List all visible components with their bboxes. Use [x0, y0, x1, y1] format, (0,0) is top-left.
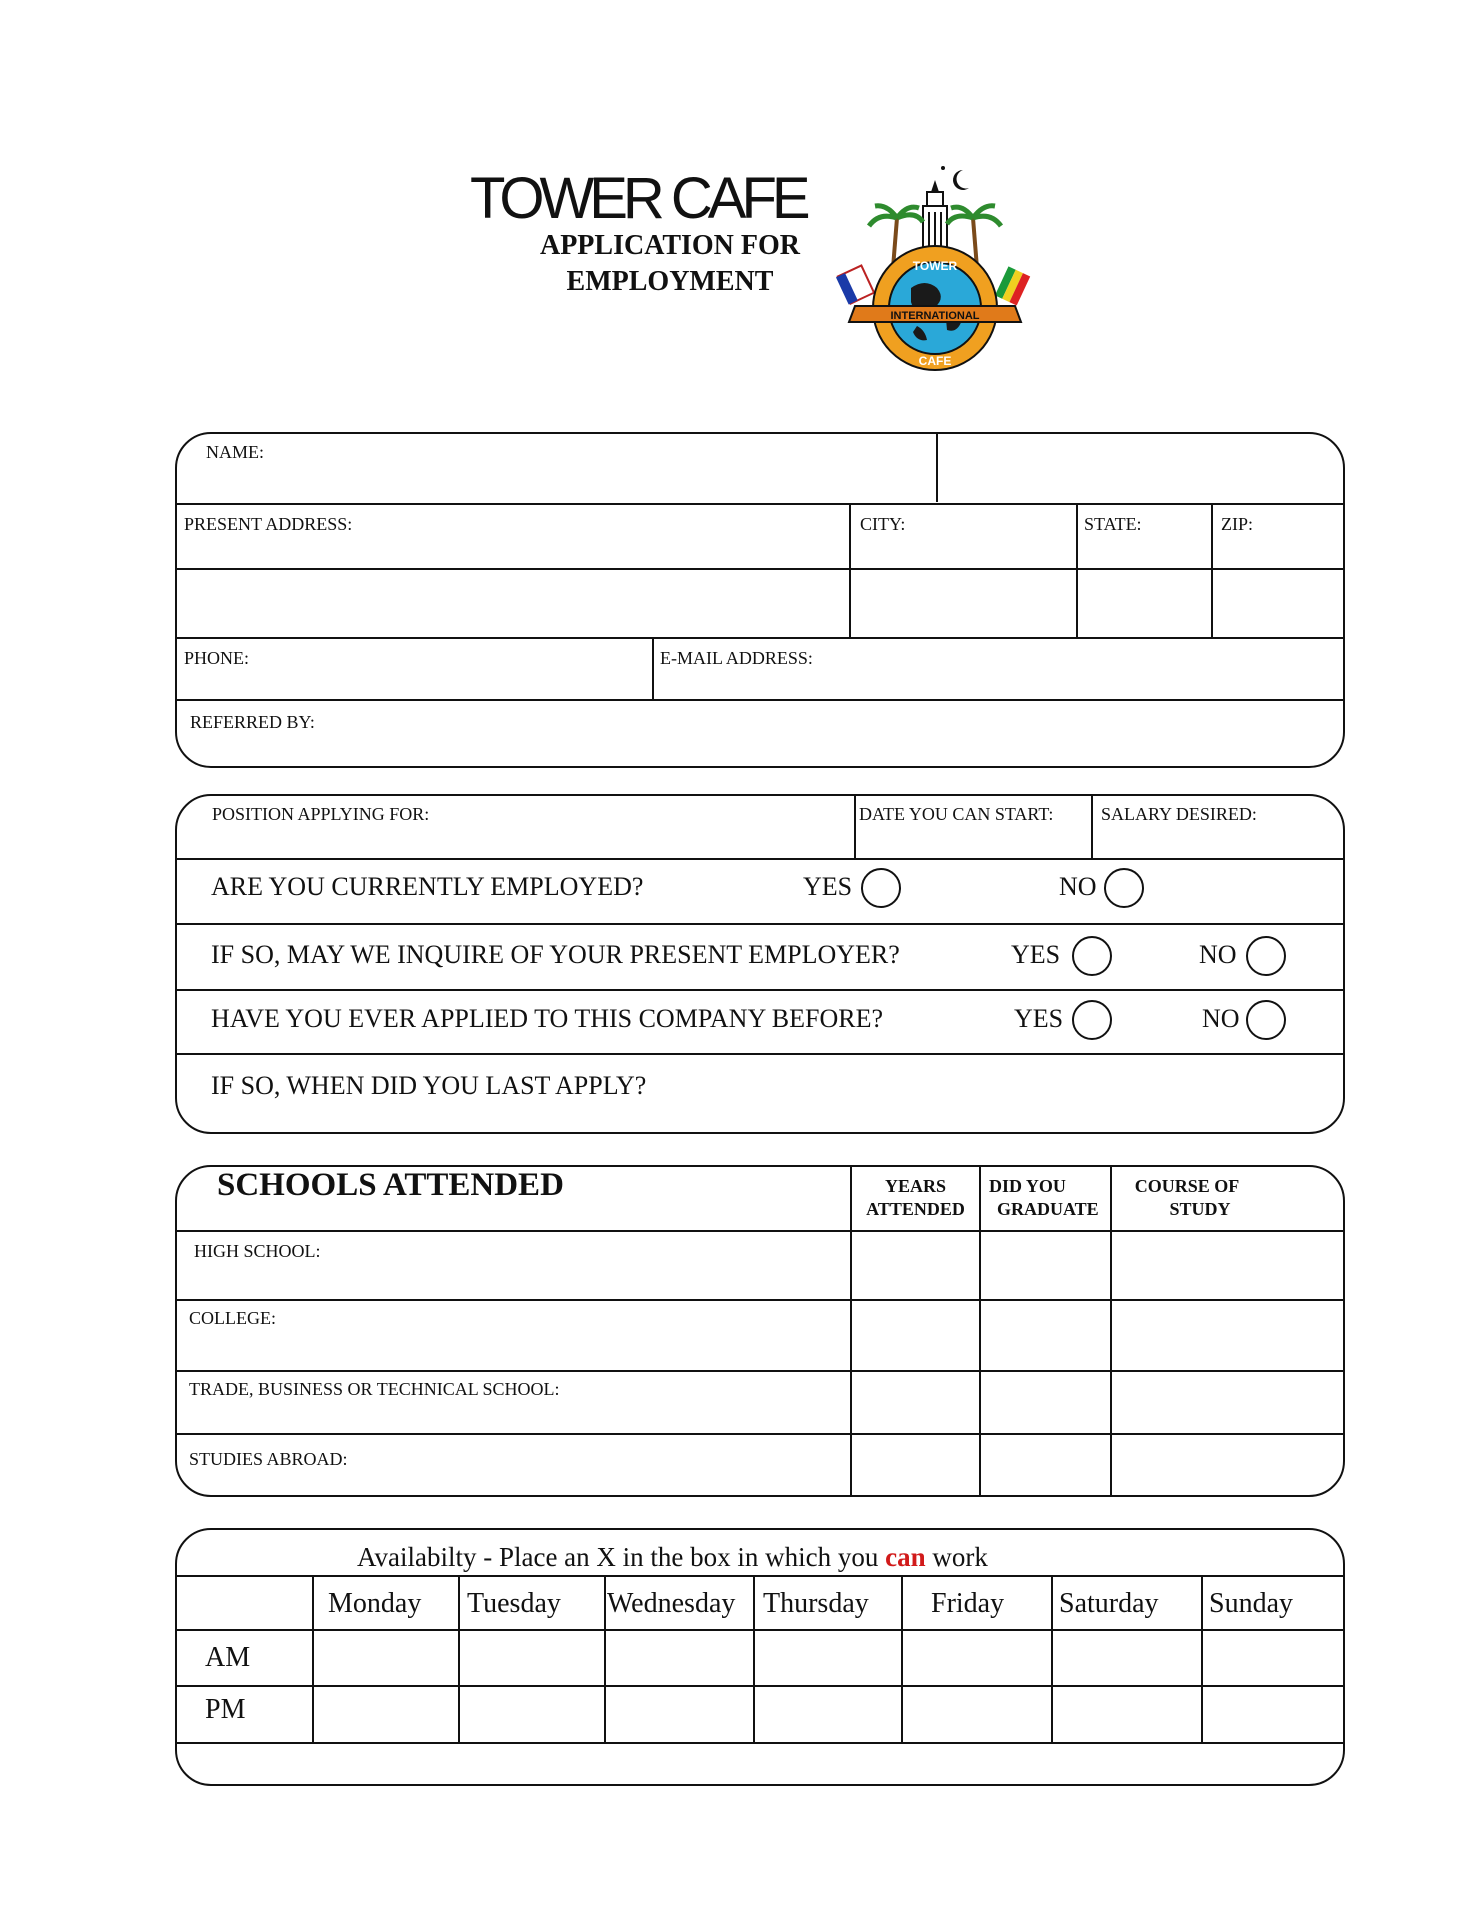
currently-employed-yes-radio[interactable]	[861, 868, 901, 908]
present-address-label: PRESENT ADDRESS:	[184, 514, 353, 534]
question-applied-before: HAVE YOU EVER APPLIED TO THIS COMPANY BEFORE?	[211, 1004, 883, 1033]
day-saturday: Saturday	[1059, 1588, 1159, 1619]
zip-field[interactable]	[1214, 570, 1344, 636]
pm-label: PM	[205, 1694, 246, 1725]
course-of-study-header: COURSE OF STUDY	[1134, 1176, 1240, 1219]
pm-monday-box[interactable]	[315, 1688, 456, 1740]
question-inquire-employer: IF SO, MAY WE INQUIRE OF YOUR PRESENT EMPLOYER?	[211, 940, 900, 969]
zip-label: ZIP:	[1221, 514, 1254, 534]
schools-section	[175, 1165, 1345, 1497]
applied-before-yes-radio[interactable]	[1072, 1000, 1112, 1040]
pm-tuesday-box[interactable]	[461, 1688, 602, 1740]
am-label: AM	[205, 1642, 251, 1673]
phone-label: PHONE:	[184, 648, 250, 668]
did-you-graduate-header: DID YOU GRADUATE	[989, 1176, 1099, 1219]
pm-friday-box[interactable]	[904, 1688, 1049, 1740]
studies-abroad-field[interactable]	[177, 1436, 848, 1496]
am-wednesday-box[interactable]	[607, 1632, 751, 1683]
schools-title: SCHOOLS ATTENDED	[217, 1167, 564, 1203]
day-friday: Friday	[931, 1588, 1005, 1619]
form-header	[0, 0, 1484, 400]
svg-text:CAFE: CAFE	[918, 354, 952, 368]
day-sunday: Sunday	[1209, 1588, 1293, 1619]
high-school-label: HIGH SCHOOL:	[194, 1241, 321, 1261]
am-sunday-box[interactable]	[1204, 1632, 1342, 1683]
college-field[interactable]	[177, 1302, 848, 1370]
state-field[interactable]	[1079, 570, 1209, 636]
currently-employed-no-radio[interactable]	[1104, 868, 1144, 908]
referred-by-label: REFERRED BY:	[190, 712, 315, 732]
tower-cafe-logo	[835, 158, 1035, 390]
inquire-employer-yes-radio[interactable]	[1072, 936, 1112, 976]
am-monday-box[interactable]	[315, 1632, 456, 1683]
yes-label: YES	[1014, 1004, 1064, 1033]
personal-info-section	[175, 432, 1345, 768]
high-school-field[interactable]	[177, 1233, 848, 1297]
last-apply-field[interactable]	[797, 1058, 1337, 1118]
name-field[interactable]	[177, 434, 934, 502]
start-date-field[interactable]	[857, 796, 1089, 856]
am-friday-box[interactable]	[904, 1632, 1049, 1683]
availability-title: Availabilty - Place an X in the box in which you can work	[357, 1542, 988, 1572]
no-label: NO	[1059, 872, 1097, 901]
city-field[interactable]	[852, 570, 1074, 636]
position-label: POSITION APPLYING FOR:	[212, 804, 430, 824]
form-title	[520, 228, 820, 300]
state-label: STATE:	[1084, 514, 1142, 534]
pm-wednesday-box[interactable]	[607, 1688, 751, 1740]
am-thursday-box[interactable]	[756, 1632, 899, 1683]
salary-field[interactable]	[1094, 796, 1344, 856]
day-tuesday: Tuesday	[467, 1588, 561, 1619]
referred-by-field[interactable]	[177, 701, 1345, 767]
studies-abroad-label: STUDIES ABROAD:	[189, 1449, 348, 1469]
no-label: NO	[1202, 1004, 1240, 1033]
pm-sunday-box[interactable]	[1204, 1688, 1342, 1740]
start-date-label: DATE YOU CAN START:	[859, 804, 1054, 824]
city-label: CITY:	[860, 514, 906, 534]
position-field[interactable]	[177, 796, 852, 856]
trade-school-field[interactable]	[177, 1373, 848, 1433]
svg-text:INTERNATIONAL: INTERNATIONAL	[890, 310, 980, 322]
phone-field[interactable]	[177, 639, 650, 697]
form-title-line-2: EMPLOYMENT	[566, 266, 774, 297]
question-last-apply: IF SO, WHEN DID YOU LAST APPLY?	[211, 1071, 647, 1100]
applied-before-no-radio[interactable]	[1246, 1000, 1286, 1040]
trade-school-label: TRADE, BUSINESS OR TECHNICAL SCHOOL:	[189, 1379, 560, 1399]
yes-label: YES	[803, 872, 853, 901]
am-saturday-box[interactable]	[1054, 1632, 1199, 1683]
company-name: TOWER CAFE	[470, 166, 806, 231]
yes-label: YES	[1011, 940, 1061, 969]
pm-thursday-box[interactable]	[756, 1688, 899, 1740]
years-attended-header: YEARS ATTENDED	[866, 1176, 965, 1219]
college-label: COLLEGE:	[189, 1308, 276, 1328]
question-currently-employed: ARE YOU CURRENTLY EMPLOYED?	[211, 872, 644, 901]
name-label: NAME:	[206, 442, 264, 462]
pm-saturday-box[interactable]	[1054, 1688, 1199, 1740]
day-wednesday: Wednesday	[607, 1588, 736, 1619]
day-monday: Monday	[328, 1588, 422, 1619]
form-title-line-1: APPLICATION FOR	[539, 230, 801, 261]
can-emphasis: can	[885, 1542, 926, 1572]
availability-section	[175, 1528, 1345, 1786]
email-field[interactable]	[655, 639, 1345, 697]
am-tuesday-box[interactable]	[461, 1632, 602, 1683]
no-label: NO	[1199, 940, 1237, 969]
email-label: E-MAIL ADDRESS:	[660, 648, 813, 668]
inquire-employer-no-radio[interactable]	[1246, 936, 1286, 976]
svg-text:TOWER: TOWER	[912, 259, 958, 273]
salary-label: SALARY DESIRED:	[1101, 804, 1257, 824]
day-thursday: Thursday	[763, 1588, 869, 1619]
position-section	[175, 794, 1345, 1134]
address-field[interactable]	[177, 570, 847, 636]
